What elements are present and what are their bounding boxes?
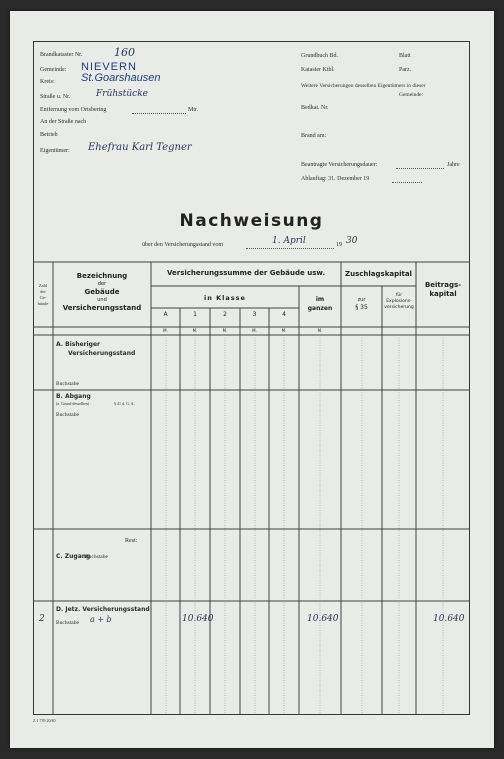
col-bezeichnung-header: Bezeichnung der Gebäude und Versicherungsstand <box>62 272 142 312</box>
eigentuemer-value: Ehefrau Karl Tegner <box>88 142 192 153</box>
blatt-label: Blatt <box>399 53 411 59</box>
beitragskapital-header: Beitrags- kapital <box>424 281 462 298</box>
strasse-value: Frühstücke <box>96 89 148 99</box>
im-ganzen-header: im ganzen <box>307 296 333 312</box>
unit-a: M. <box>163 328 168 333</box>
entfernung-label: Entfernung vom Ortsbering <box>40 107 107 113</box>
gemeinde-label: Gemeinde: <box>40 67 67 73</box>
table-grid <box>10 11 494 748</box>
jahre-label: Jahre <box>447 162 460 168</box>
section-b-title: B. Abgang <box>56 393 91 400</box>
bedkat-label: Bedkat. Nr. <box>301 105 329 111</box>
subtitle-prefix: über den Versicherungsstand vom <box>142 242 224 248</box>
klasse-4-header: 4 <box>282 311 286 318</box>
page-title: Nachweisung <box>179 211 324 231</box>
klasse-2-header: 2 <box>223 311 227 318</box>
klasse-3-header: 3 <box>252 311 257 318</box>
section-a-sub: Versicherungsstand <box>68 350 136 357</box>
zur-35-header: zur § 35 <box>355 297 368 311</box>
col-zahl-header: Zahl der Ge- bäude <box>37 283 49 306</box>
section-b-ref: § 41 d. G. A. <box>114 401 135 406</box>
rest-label: Rest: <box>125 538 138 544</box>
weitere-line2: Gemeinde: <box>399 92 424 98</box>
section-d-klasse1-value: 10.640 <box>182 614 214 624</box>
grundbuch-label: Grundbuch Bd. <box>301 53 338 59</box>
kataster-label: Kataster Ktbl. <box>301 67 335 73</box>
betrieb-label: Betrieb <box>40 132 58 138</box>
entfernung-unit: Mtr. <box>188 107 199 113</box>
document-page <box>10 11 494 748</box>
brand-label: Brand am: <box>301 133 327 139</box>
in-klasse-header: in Klasse <box>204 294 246 302</box>
unit-1: M. <box>192 328 198 333</box>
kreis-value: St.Goarshausen <box>81 72 161 84</box>
section-a-buchstabe: Buchstabe <box>56 381 79 387</box>
ablauftag-label: Ablauftag: 31. Dezember 19 <box>301 176 370 182</box>
section-c-title: C. Zugang <box>56 553 91 560</box>
footer-code: Z 1 739 20/40 <box>33 718 56 723</box>
explosion-header: für Explosions- versicherung <box>384 293 414 310</box>
section-b-sub: (z. Grund desselben) <box>56 401 90 406</box>
strasse-nach-label: An der Straße nach <box>40 119 87 125</box>
zuschlag-header: Zuschlagskapital <box>345 270 412 278</box>
gemeinde-value: NIEVERN <box>81 61 137 73</box>
section-d-beitrag-value: 10.640 <box>433 614 465 624</box>
parz-label: Parz. <box>399 67 412 73</box>
kreis-label: Kreis: <box>40 79 55 85</box>
dauer-label: Beantragte Versicherungsdauer: <box>301 162 378 168</box>
section-c-buchstabe: Buchstabe <box>85 554 108 560</box>
section-d-title: D. Jetz. Versicherungsstand <box>56 606 150 613</box>
weitere-line1: Weitere Versicherungen desselben Eigentümers in dieser <box>301 83 426 89</box>
section-b-buchstabe: Buchstabe <box>56 412 79 418</box>
brandkataster-label: Brandkataster Nr. <box>40 52 83 58</box>
klasse-1-header: 1 <box>193 311 197 318</box>
subtitle-year: 30 <box>346 236 358 246</box>
section-d-buchstabe-value: a + b <box>90 615 112 624</box>
section-d-zahl-value: 2 <box>39 614 45 624</box>
eigentuemer-label: Eigentümer: <box>40 148 70 154</box>
subtitle-date: 1. April <box>272 236 306 246</box>
vs-header: Versicherungssumme der Gebäude usw. <box>166 269 326 277</box>
unit-3: M. <box>252 328 257 333</box>
brandkataster-value: 160 <box>114 46 135 59</box>
section-d-buchstabe: Buchstabe <box>56 620 79 626</box>
section-d-ganzen-value: 10.640 <box>307 614 339 624</box>
strasse-label: Straße u. Nr. <box>40 94 71 100</box>
unit-ganzen: M. <box>317 328 323 333</box>
klasse-a-header: A <box>163 311 168 318</box>
section-a-title: A. Bisheriger <box>56 341 101 348</box>
subtitle-year-prefix: 19 <box>336 242 342 248</box>
unit-4: M. <box>281 328 287 333</box>
unit-2: M. <box>222 328 228 333</box>
